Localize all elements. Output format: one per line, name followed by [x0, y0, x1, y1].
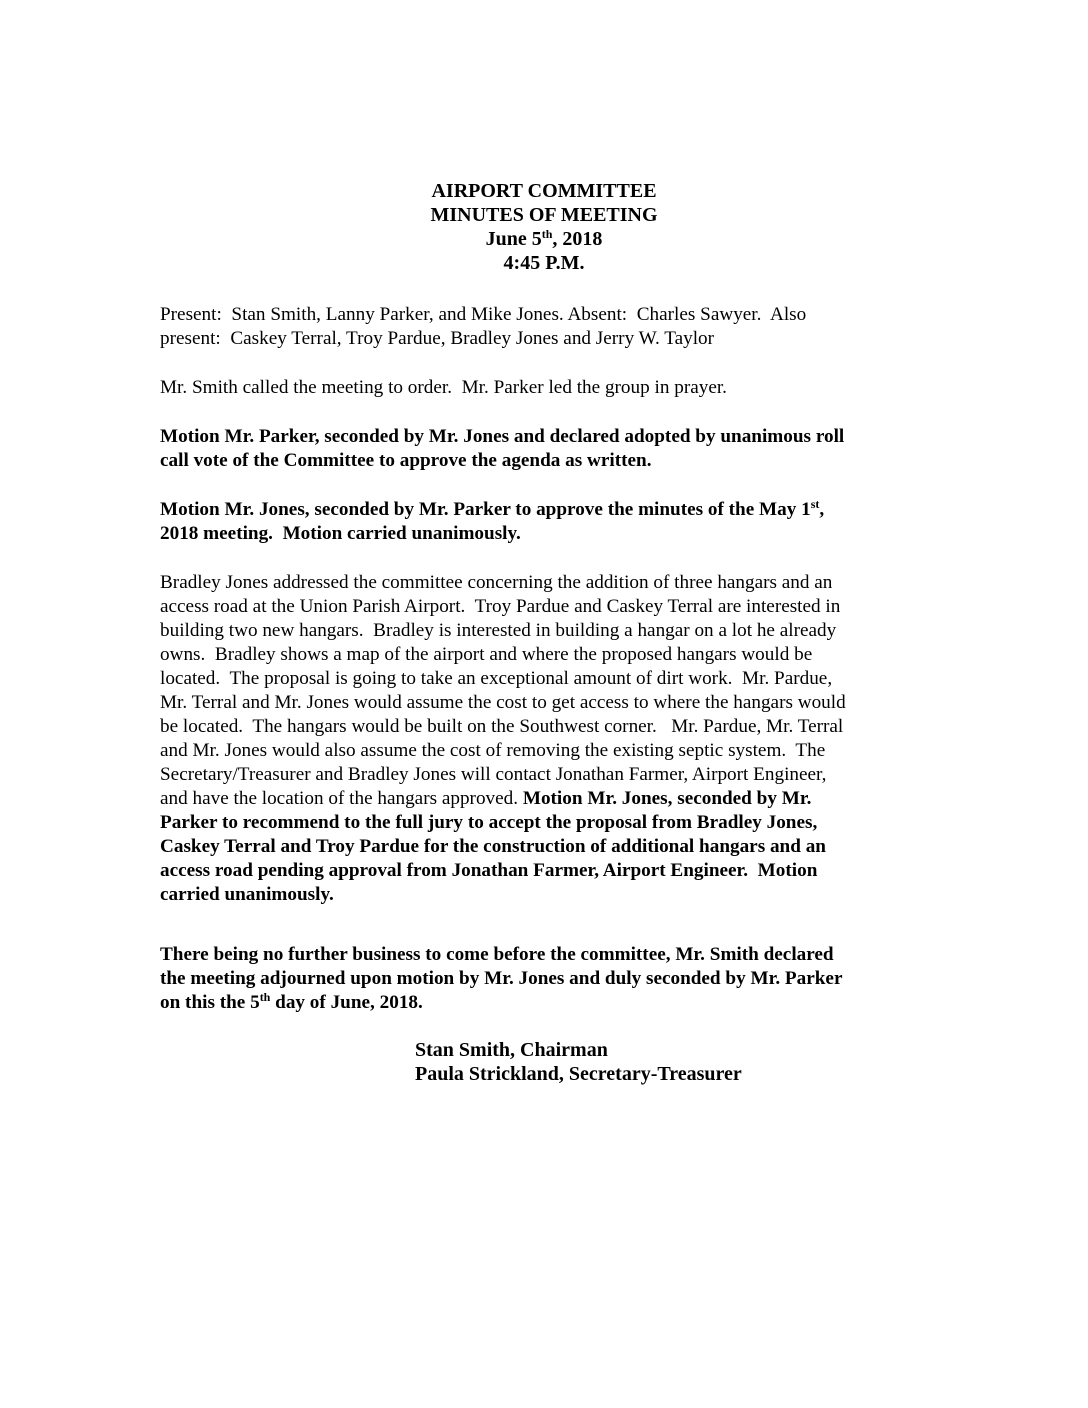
- hangar-discussion-paragraph: [160, 571, 940, 907]
- chairman-signature: Stan Smith, Chairman: [415, 1039, 608, 1061]
- hangar-line-8: and Mr. Jones would also assume the cost of removing the existing septic system. The: [160, 740, 826, 761]
- agenda-motion-line-2: call vote of the Committee to approve the agenda as written.: [160, 450, 652, 471]
- minutes-title: MINUTES OF MEETING: [430, 204, 658, 226]
- agenda-motion-paragraph: [160, 425, 940, 473]
- hangar-line-7: be located. The hangars would be built on the Southwest corner. Mr. Pardue, Mr. Terral: [160, 716, 844, 737]
- minutes-motion-line-2: 2018 meeting. Motion carried unanimously.: [160, 523, 521, 544]
- hangar-line-2: access road at the Union Parish Airport. Troy Pardue and Caskey Terral are interested in: [160, 596, 841, 617]
- attendance-line-2: present: Caskey Terral, Troy Pardue, Bradley Jones and Jerry W. Taylor: [160, 328, 715, 349]
- hangar-line-5: located. The proposal is going to take an exceptional amount of dirt work. Mr. Pardue,: [160, 668, 833, 689]
- adjournment-paragraph: [160, 943, 940, 1015]
- hangar-line-1: Bradley Jones addressed the committee concerning the addition of three hangars and an: [160, 572, 833, 593]
- hangar-line-3: building two new hangars. Bradley is interested in building a hangar on a lot he already: [160, 620, 837, 641]
- minutes-motion-paragraph: [160, 498, 940, 546]
- call-to-order-text: Mr. Smith called the meeting to order. Mr. Parker led the group in prayer.: [160, 377, 727, 398]
- meeting-time: 4:45 P.M.: [503, 252, 585, 274]
- hangar-line-9: Secretary/Treasurer and Bradley Jones will contact Jonathan Farmer, Airport Engineer,: [160, 764, 827, 785]
- committee-title: AIRPORT COMMITTEE: [431, 180, 657, 202]
- attendance-paragraph: [160, 303, 940, 351]
- document-header: [160, 179, 928, 275]
- minutes-motion-line-1: Motion Mr. Jones, seconded by Mr. Parker to approve the minutes of the May 1st,: [160, 497, 825, 520]
- hangar-line-12: Caskey Terral and Troy Pardue for the construction of additional hangars and an: [160, 836, 826, 857]
- hangar-line-4: owns. Bradley shows a map of the airport and where the proposed hangars would be: [160, 644, 813, 665]
- secretary-signature: Paula Strickland, Secretary-Treasurer: [415, 1063, 742, 1085]
- hangar-motion-start: Motion Mr. Jones, seconded by Mr.: [522, 788, 812, 809]
- hangar-line-11: Parker to recommend to the full jury to accept the proposal from Bradley Jones,: [160, 812, 818, 833]
- adjournment-line-3: on this the 5th day of June, 2018.: [160, 990, 423, 1013]
- adjournment-line-2: the meeting adjourned upon motion by Mr. Jones and duly seconded by Mr. Parker: [160, 968, 843, 989]
- hangar-line-10: and have the location of the hangars approved. Motion Mr. Jones, seconded by Mr.: [160, 788, 812, 809]
- hangar-line-14: carried unanimously.: [160, 884, 334, 905]
- adjournment-line-1: There being no further business to come before the committee, Mr. Smith declared: [160, 944, 834, 965]
- hangar-line-6: Mr. Terral and Mr. Jones would assume the cost to get access to where the hangars would: [160, 692, 846, 713]
- agenda-motion-line-1: Motion Mr. Parker, seconded by Mr. Jones and declared adopted by unanimous roll: [160, 426, 845, 447]
- attendance-line-1: Present: Stan Smith, Lanny Parker, and Mike Jones. Absent: Charles Sawyer. Also: [160, 304, 807, 325]
- meeting-date: June 5th, 2018: [485, 227, 603, 250]
- call-to-order-paragraph: [160, 376, 940, 400]
- signature-block: [415, 1038, 742, 1086]
- hangar-line-13: access road pending approval from Jonathan Farmer, Airport Engineer. Motion: [160, 860, 818, 881]
